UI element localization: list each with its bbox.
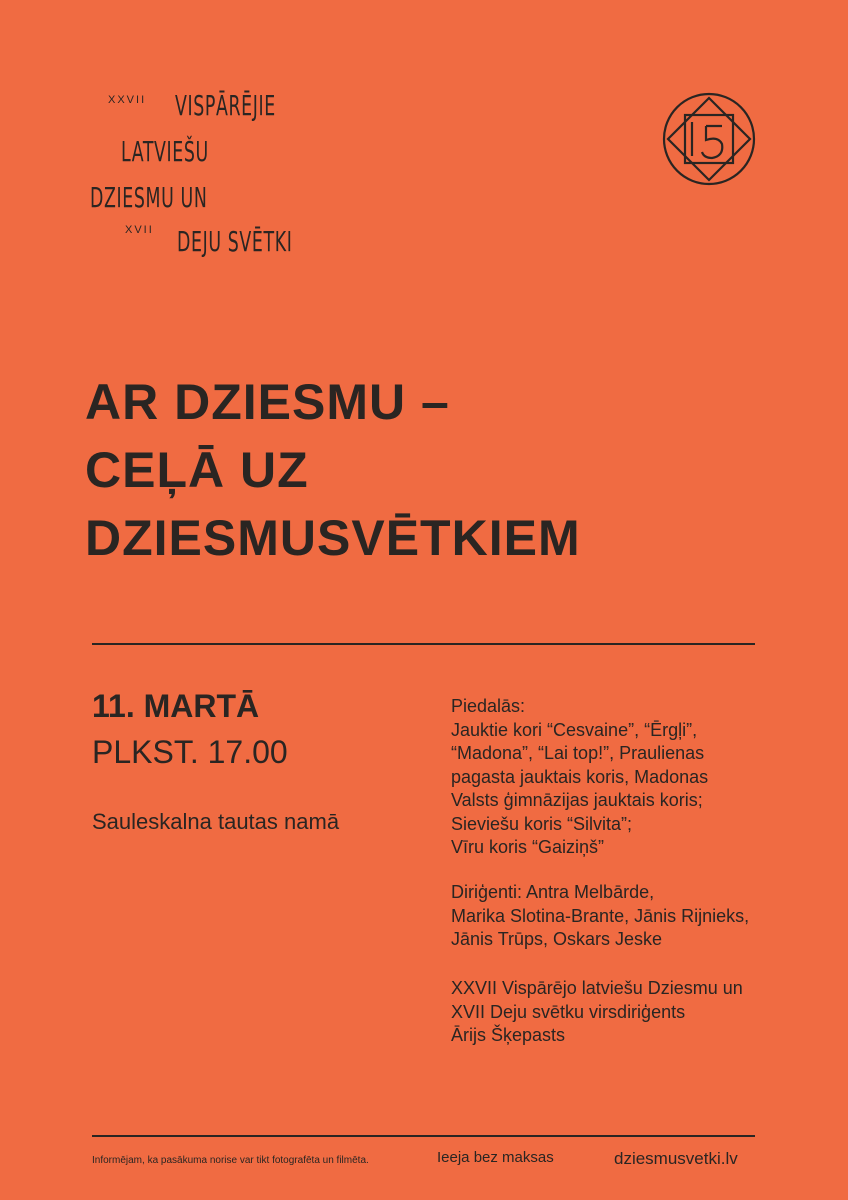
- title-line-2: CEĻĀ UZ: [85, 442, 309, 498]
- participants-heading: Piedalās:: [451, 696, 526, 716]
- photo-notice: Informējam, ka pasākuma norise var tikt fotografēta un filmēta.: [92, 1155, 369, 1166]
- conductors-line: Marika Slotina-Brante, Jānis Rijnieks,: [451, 905, 750, 926]
- logo-line-2: LATVIEŠU: [121, 135, 209, 168]
- participants-line: Valsts ģimnāzijas jauktais koris;: [451, 790, 703, 810]
- free-entry-text: Ieeja bez maksas: [437, 1149, 554, 1166]
- chief-conductor-section: [451, 977, 791, 1048]
- participants-line: Vīru koris “Gaiziņš”: [451, 837, 605, 857]
- event-time: PLKST. 17.00: [92, 734, 288, 770]
- chief-line: Ārijs Šķepasts: [451, 1025, 566, 1045]
- logo-roman-numeral-27: XXVII: [108, 94, 147, 106]
- logo-roman-numeral-17: XVII: [125, 224, 154, 236]
- participants-line: pagasta jauktais koris, Madonas: [451, 766, 709, 787]
- logo-line-4: DEJU SVĒTKI: [177, 225, 293, 258]
- event-title: [85, 368, 581, 572]
- chief-line: XVII Deju svētku virsdiriģents: [451, 1001, 686, 1022]
- event-venue: Sauleskalna tautas namā: [92, 809, 340, 834]
- logo-line-1: VISPĀRĒJIE: [175, 89, 276, 122]
- chief-line: XXVII Vispārējo latviešu Dziesmu un: [451, 978, 743, 998]
- festival-emblem-icon: [662, 92, 756, 186]
- conductors-line: Diriģenti: Antra Melbārde,: [451, 882, 655, 902]
- participants-line: Sieviešu koris “Silvita”;: [451, 813, 633, 834]
- participants-line: Jauktie kori “Cesvaine”, “Ērgļi”,: [451, 719, 698, 740]
- logo-line-3: DZIESMU UN: [90, 181, 208, 214]
- website-link[interactable]: dziesmusvetki.lv: [614, 1149, 738, 1168]
- participants-line: “Madona”, “Lai top!”, Praulienas: [451, 743, 705, 763]
- title-line-3: DZIESMUSVĒTKIEM: [85, 510, 581, 566]
- divider-bottom: [92, 1135, 755, 1137]
- event-date: 11. MARTĀ: [92, 688, 260, 724]
- title-line-1: AR DZIESMU –: [85, 374, 450, 430]
- conductors-line: Jānis Trūps, Oskars Jeske: [451, 929, 663, 949]
- divider-top: [92, 643, 755, 645]
- conductors-section: [451, 881, 791, 952]
- participants-section: [451, 695, 791, 860]
